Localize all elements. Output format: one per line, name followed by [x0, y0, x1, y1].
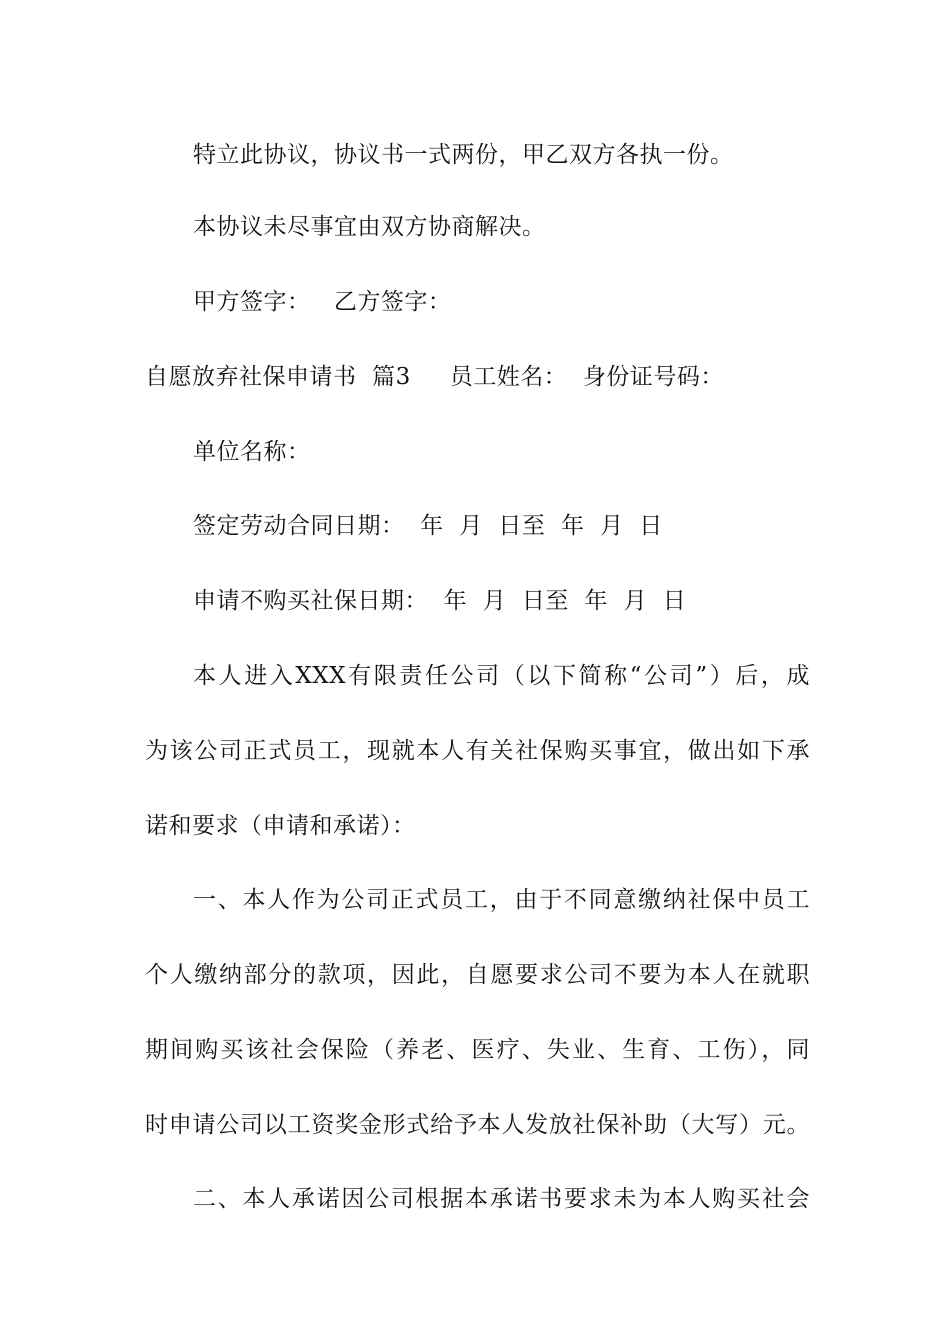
signature-line: 甲方签字： 乙方签字：: [193, 289, 452, 315]
body-paragraph-line: 诺和要求（申请和承诺）：: [145, 813, 416, 839]
clause-one-line: 个人缴纳部分的款项，因此，自愿要求公司不要为本人在就职: [145, 962, 810, 988]
clause-one-line: 期间购买该社会保险（养老、医疗、失业、生育、工伤），同: [145, 1037, 810, 1063]
clause-two-line: 二、本人承诺因公司根据本承诺书要求未为本人购买社会: [193, 1186, 810, 1212]
body-paragraph-line: 本人进入XXX有限责任公司（以下简称“公司”）后，成: [193, 663, 810, 689]
section-heading-line: 自愿放弃社保申请书 篇3 员工姓名： 身份证号码：: [145, 364, 724, 390]
no-insurance-date-line: 申请不购买社保日期： 年 月 日至 年 月 日: [193, 588, 687, 614]
clause-one-line: 时申请公司以工资奖金形式给予本人发放社保补助（大写）元。: [145, 1112, 810, 1138]
agreement-pending-matters-line: 本协议未尽事宜由双方协商解决。: [193, 214, 546, 240]
body-paragraph-line: 为该公司正式员工，现就本人有关社保购买事宜，做出如下承: [145, 738, 810, 764]
agreement-closing-line: 特立此协议，协议书一式两份，甲乙双方各执一份。: [193, 142, 734, 168]
contract-date-line: 签定劳动合同日期： 年 月 日至 年 月 日: [193, 513, 663, 539]
clause-one-line: 一、本人作为公司正式员工，由于不同意缴纳社保中员工: [193, 887, 810, 913]
unit-name-line: 单位名称：: [193, 439, 311, 465]
